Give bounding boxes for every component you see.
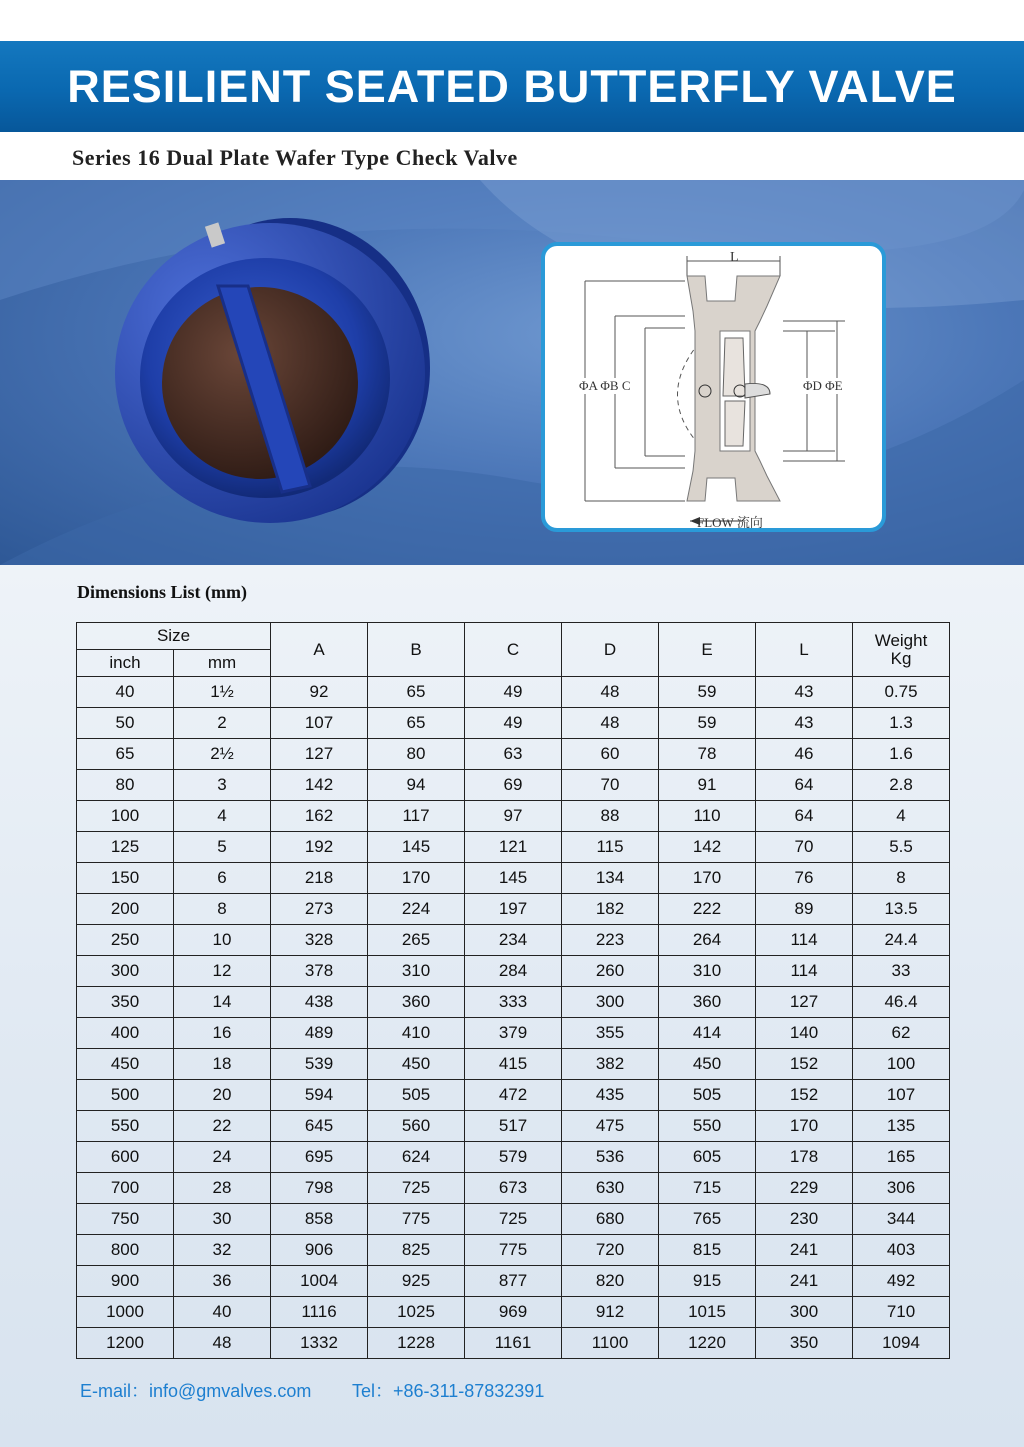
table-cell: 820: [562, 1266, 659, 1297]
table-cell: 142: [271, 770, 368, 801]
table-cell: 825: [368, 1235, 465, 1266]
product-subtitle: Series 16 Dual Plate Wafer Type Check Valve: [72, 145, 518, 170]
table-cell: 69: [465, 770, 562, 801]
table-cell: 60: [562, 739, 659, 770]
table-cell: 10: [174, 925, 271, 956]
header-e: E: [659, 623, 756, 677]
table-cell: 97: [465, 801, 562, 832]
table-cell: 192: [271, 832, 368, 863]
contact-phone[interactable]: Tel：+86-311-87832391: [352, 1381, 545, 1401]
table-cell: 379: [465, 1018, 562, 1049]
table-cell: 492: [853, 1266, 950, 1297]
table-cell: 2½: [174, 739, 271, 770]
hero-banner: [0, 180, 1024, 565]
table-cell: 969: [465, 1297, 562, 1328]
table-cell: 306: [853, 1173, 950, 1204]
table-cell: 49: [465, 677, 562, 708]
table-cell: 1000: [77, 1297, 174, 1328]
table-cell: 1100: [562, 1328, 659, 1359]
table-cell: 710: [853, 1297, 950, 1328]
table-cell: 328: [271, 925, 368, 956]
table-cell: 142: [659, 832, 756, 863]
table-cell: 241: [756, 1266, 853, 1297]
table-cell: 360: [368, 987, 465, 1018]
table-cell: 680: [562, 1204, 659, 1235]
table-cell: 115: [562, 832, 659, 863]
table-cell: 218: [271, 863, 368, 894]
table-cell: 775: [465, 1235, 562, 1266]
table-cell: 765: [659, 1204, 756, 1235]
table-row: [77, 1080, 950, 1111]
table-cell: 46: [756, 739, 853, 770]
right-dimension-labels: ΦD ΦE: [803, 378, 843, 393]
table-cell: 912: [562, 1297, 659, 1328]
table-cell: 78: [659, 739, 756, 770]
table-cell: 1.6: [853, 739, 950, 770]
table-row: [77, 863, 950, 894]
table-cell: 28: [174, 1173, 271, 1204]
header-b: B: [368, 623, 465, 677]
table-cell: 505: [368, 1080, 465, 1111]
table-cell: 1094: [853, 1328, 950, 1359]
table-cell: 858: [271, 1204, 368, 1235]
table-cell: 64: [756, 770, 853, 801]
table-cell: 200: [77, 894, 174, 925]
table-cell: 645: [271, 1111, 368, 1142]
table-cell: 624: [368, 1142, 465, 1173]
table-cell: 450: [659, 1049, 756, 1080]
table-cell: 5: [174, 832, 271, 863]
table-row: [77, 770, 950, 801]
table-cell: 539: [271, 1049, 368, 1080]
table-cell: 40: [174, 1297, 271, 1328]
table-cell: 229: [756, 1173, 853, 1204]
table-cell: 5.5: [853, 832, 950, 863]
header-size: Size: [77, 623, 271, 650]
table-cell: 1025: [368, 1297, 465, 1328]
table-cell: 43: [756, 708, 853, 739]
table-cell: 88: [562, 801, 659, 832]
table-cell: 750: [77, 1204, 174, 1235]
table-cell: 49: [465, 708, 562, 739]
header-weight-line2: Kg: [890, 648, 912, 668]
table-cell: 695: [271, 1142, 368, 1173]
table-cell: 630: [562, 1173, 659, 1204]
table-cell: 1220: [659, 1328, 756, 1359]
table-cell: 89: [756, 894, 853, 925]
table-cell: 472: [465, 1080, 562, 1111]
table-cell: 310: [368, 956, 465, 987]
table-cell: 260: [562, 956, 659, 987]
table-cell: 360: [659, 987, 756, 1018]
table-cell: 145: [368, 832, 465, 863]
table-cell: 355: [562, 1018, 659, 1049]
table-cell: 222: [659, 894, 756, 925]
table-row: [77, 925, 950, 956]
table-row: [77, 708, 950, 739]
table-cell: 110: [659, 801, 756, 832]
table-cell: 32: [174, 1235, 271, 1266]
table-cell: 350: [756, 1328, 853, 1359]
table-cell: 725: [368, 1173, 465, 1204]
table-cell: 265: [368, 925, 465, 956]
table-row: [77, 1111, 950, 1142]
table-cell: 134: [562, 863, 659, 894]
table-cell: 121: [465, 832, 562, 863]
table-cell: 715: [659, 1173, 756, 1204]
table-cell: 152: [756, 1049, 853, 1080]
table-cell: 12: [174, 956, 271, 987]
table-row: [77, 1173, 950, 1204]
table-row: [77, 677, 950, 708]
table-cell: 1228: [368, 1328, 465, 1359]
dimension-L-label: L: [730, 250, 739, 265]
table-cell: 46.4: [853, 987, 950, 1018]
table-cell: 13.5: [853, 894, 950, 925]
table-cell: 64: [756, 801, 853, 832]
dimensions-table: [76, 622, 950, 1359]
table-cell: 76: [756, 863, 853, 894]
table-cell: 40: [77, 677, 174, 708]
table-cell: 1332: [271, 1328, 368, 1359]
table-row: [77, 1328, 950, 1359]
table-cell: 4: [853, 801, 950, 832]
table-cell: 50: [77, 708, 174, 739]
table-cell: 165: [853, 1142, 950, 1173]
table-cell: 230: [756, 1204, 853, 1235]
table-cell: 20: [174, 1080, 271, 1111]
table-cell: 70: [756, 832, 853, 863]
table-row: [77, 1018, 950, 1049]
table-cell: 100: [77, 801, 174, 832]
table-cell: 152: [756, 1080, 853, 1111]
table-cell: 114: [756, 925, 853, 956]
table-row: [77, 832, 950, 863]
table-cell: 517: [465, 1111, 562, 1142]
flow-direction-label: FLOW 流向: [697, 515, 763, 530]
table-cell: 59: [659, 708, 756, 739]
table-cell: 382: [562, 1049, 659, 1080]
table-cell: 725: [465, 1204, 562, 1235]
header-l: L: [756, 623, 853, 677]
table-cell: 135: [853, 1111, 950, 1142]
table-row: [77, 1266, 950, 1297]
table-cell: 8: [853, 863, 950, 894]
table-cell: 673: [465, 1173, 562, 1204]
table-cell: 450: [368, 1049, 465, 1080]
table-cell: 450: [77, 1049, 174, 1080]
table-cell: 414: [659, 1018, 756, 1049]
table-cell: 30: [174, 1204, 271, 1235]
table-cell: 224: [368, 894, 465, 925]
table-row: [77, 1049, 950, 1080]
table-cell: 435: [562, 1080, 659, 1111]
table-row: [77, 1235, 950, 1266]
table-cell: 550: [659, 1111, 756, 1142]
table-row: [77, 801, 950, 832]
table-cell: 877: [465, 1266, 562, 1297]
table-cell: 378: [271, 956, 368, 987]
table-cell: 3: [174, 770, 271, 801]
table-cell: 178: [756, 1142, 853, 1173]
table-cell: 127: [756, 987, 853, 1018]
table-cell: 80: [77, 770, 174, 801]
table-cell: 182: [562, 894, 659, 925]
table-cell: 24: [174, 1142, 271, 1173]
table-cell: 100: [853, 1049, 950, 1080]
table-cell: 906: [271, 1235, 368, 1266]
table-cell: 915: [659, 1266, 756, 1297]
table-cell: 114: [756, 956, 853, 987]
table-cell: 775: [368, 1204, 465, 1235]
table-cell: 344: [853, 1204, 950, 1235]
table-cell: 48: [562, 677, 659, 708]
table-row: [77, 987, 950, 1018]
table-cell: 125: [77, 832, 174, 863]
header-weight: [853, 623, 950, 677]
table-cell: 36: [174, 1266, 271, 1297]
table-cell: 550: [77, 1111, 174, 1142]
table-cell: 140: [756, 1018, 853, 1049]
table-row: [77, 1142, 950, 1173]
table-cell: 170: [756, 1111, 853, 1142]
table-cell: 65: [368, 677, 465, 708]
table-cell: 284: [465, 956, 562, 987]
table-cell: 600: [77, 1142, 174, 1173]
table-cell: 18: [174, 1049, 271, 1080]
table-cell: 2: [174, 708, 271, 739]
table-row: [77, 894, 950, 925]
header-weight-line1: Weight: [874, 630, 928, 650]
table-cell: 117: [368, 801, 465, 832]
table-cell: 0.75: [853, 677, 950, 708]
table-cell: 536: [562, 1142, 659, 1173]
table-cell: 500: [77, 1080, 174, 1111]
table-cell: 162: [271, 801, 368, 832]
table-cell: 925: [368, 1266, 465, 1297]
table-cell: 65: [368, 708, 465, 739]
table-cell: 815: [659, 1235, 756, 1266]
table-cell: 410: [368, 1018, 465, 1049]
table-cell: 1116: [271, 1297, 368, 1328]
table-cell: 300: [77, 956, 174, 987]
table-cell: 170: [659, 863, 756, 894]
dimension-diagram: [541, 242, 886, 532]
table-cell: 127: [271, 739, 368, 770]
header-mm: mm: [174, 650, 271, 677]
table-cell: 33: [853, 956, 950, 987]
table-cell: 273: [271, 894, 368, 925]
table-cell: 14: [174, 987, 271, 1018]
table-cell: 1004: [271, 1266, 368, 1297]
table-cell: 300: [562, 987, 659, 1018]
table-row: [77, 1204, 950, 1235]
table-cell: 400: [77, 1018, 174, 1049]
table-cell: 720: [562, 1235, 659, 1266]
table-row: [77, 956, 950, 987]
header-inch: inch: [77, 650, 174, 677]
table-cell: 798: [271, 1173, 368, 1204]
table-cell: 145: [465, 863, 562, 894]
table-row: [77, 739, 950, 770]
table-cell: 107: [271, 708, 368, 739]
header-a: A: [271, 623, 368, 677]
table-cell: 4: [174, 801, 271, 832]
header-c: C: [465, 623, 562, 677]
dimensions-caption: Dimensions List (mm): [77, 582, 247, 602]
table-cell: 605: [659, 1142, 756, 1173]
contact-email[interactable]: E-mail：info@gmvalves.com: [80, 1381, 312, 1401]
table-cell: 1200: [77, 1328, 174, 1359]
table-cell: 415: [465, 1049, 562, 1080]
table-cell: 48: [562, 708, 659, 739]
table-cell: 70: [562, 770, 659, 801]
table-cell: 63: [465, 739, 562, 770]
table-cell: 234: [465, 925, 562, 956]
left-dimension-labels: ΦA ΦB C: [579, 378, 631, 393]
table-cell: 2.8: [853, 770, 950, 801]
header-d: D: [562, 623, 659, 677]
table-cell: 250: [77, 925, 174, 956]
table-cell: 594: [271, 1080, 368, 1111]
table-cell: 241: [756, 1235, 853, 1266]
table-cell: 43: [756, 677, 853, 708]
table-cell: 1015: [659, 1297, 756, 1328]
table-cell: 91: [659, 770, 756, 801]
contact-info: [80, 1377, 580, 1403]
table-cell: 900: [77, 1266, 174, 1297]
table-cell: 80: [368, 739, 465, 770]
table-cell: 92: [271, 677, 368, 708]
table-cell: 107: [853, 1080, 950, 1111]
table-cell: 62: [853, 1018, 950, 1049]
table-cell: 1.3: [853, 708, 950, 739]
table-cell: 65: [77, 739, 174, 770]
table-cell: 700: [77, 1173, 174, 1204]
valve-photo: [100, 208, 440, 538]
table-cell: 350: [77, 987, 174, 1018]
table-cell: 1161: [465, 1328, 562, 1359]
table-cell: 264: [659, 925, 756, 956]
table-cell: 333: [465, 987, 562, 1018]
table-row: [77, 1297, 950, 1328]
table-cell: 560: [368, 1111, 465, 1142]
table-cell: 48: [174, 1328, 271, 1359]
table-cell: 800: [77, 1235, 174, 1266]
table-cell: 505: [659, 1080, 756, 1111]
table-cell: 170: [368, 863, 465, 894]
table-cell: 300: [756, 1297, 853, 1328]
table-cell: 150: [77, 863, 174, 894]
table-cell: 22: [174, 1111, 271, 1142]
table-cell: 579: [465, 1142, 562, 1173]
table-cell: 310: [659, 956, 756, 987]
table-cell: 223: [562, 925, 659, 956]
header-banner: [0, 41, 1024, 132]
table-cell: 1½: [174, 677, 271, 708]
table-cell: 489: [271, 1018, 368, 1049]
table-cell: 8: [174, 894, 271, 925]
dimensions-table-body: [77, 677, 950, 1359]
page-title: RESILIENT SEATED BUTTERFLY VALVE: [67, 60, 957, 112]
table-cell: 438: [271, 987, 368, 1018]
table-cell: 403: [853, 1235, 950, 1266]
table-cell: 197: [465, 894, 562, 925]
table-cell: 475: [562, 1111, 659, 1142]
table-cell: 6: [174, 863, 271, 894]
table-cell: 16: [174, 1018, 271, 1049]
table-cell: 24.4: [853, 925, 950, 956]
table-cell: 59: [659, 677, 756, 708]
table-cell: 94: [368, 770, 465, 801]
